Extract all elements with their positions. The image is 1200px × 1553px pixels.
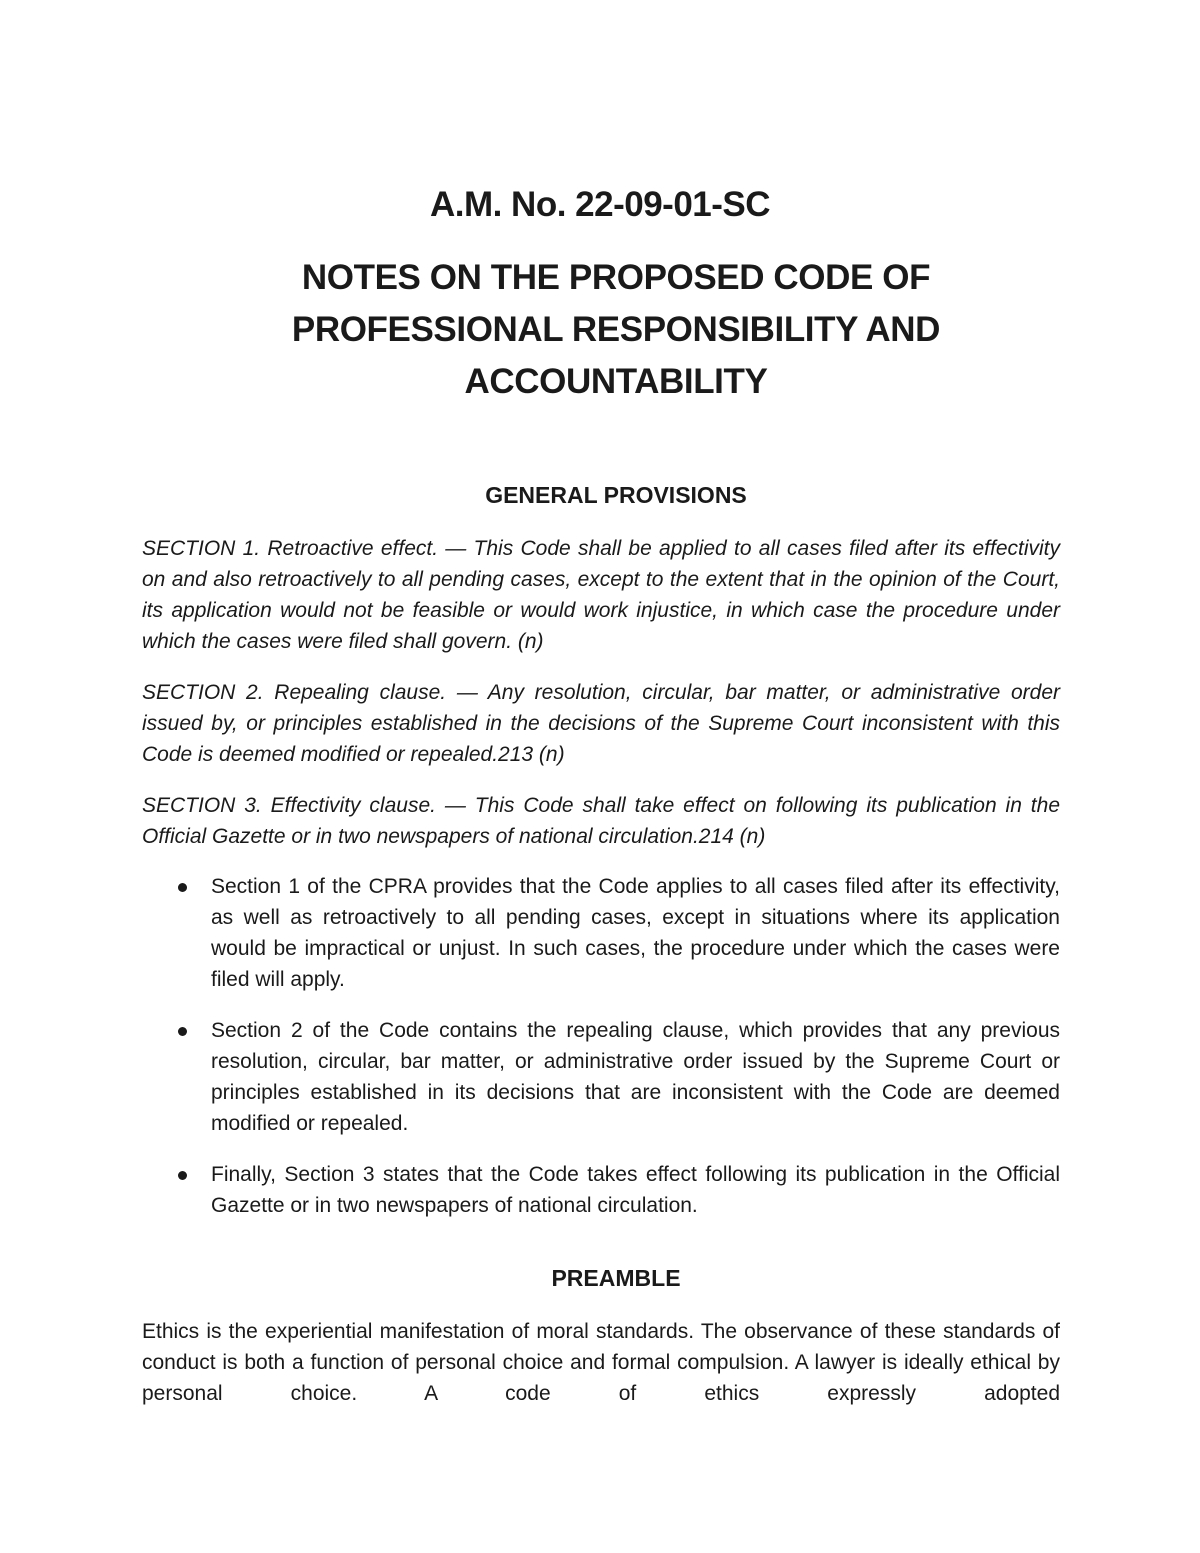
preamble-heading: PREAMBLE: [551, 1265, 681, 1291]
section-2-paragraph: SECTION 2. Repealing clause. — Any resolution, circular, bar matter, or administrative order issued by, or principles established in the decisions of the Supreme Court inconsistent with this Code is deemed modified or repealed.213 (n): [142, 681, 1060, 766]
bullet-icon: [178, 1027, 187, 1036]
preamble-paragraph: Ethics is the experiential manifestation of moral standards. The observance of these standards of conduct is both a function of personal choice and formal compulsion. A lawyer is ideally ethical by personal choice. A code of ethics expressly adopted: [142, 1320, 1060, 1405]
general-provisions-heading: GENERAL PROVISIONS: [485, 482, 747, 508]
note-text: Finally, Section 3 states that the Code takes effect following its publication in the Official Gazette or in two newspapers of national circulation.: [211, 1163, 1060, 1217]
document-title: NOTES ON THE PROPOSED CODE OF PROFESSIONAL RESPONSIBILITY AND ACCOUNTABILITY: [291, 258, 941, 401]
section-1-paragraph: SECTION 1. Retroactive effect. — This Code shall be applied to all cases filed after its effectivity on and also retroactively to all pending cases, except to the extent that in the opinion of the Court, its application would not be feasible or would work injustice, in which case the procedure under which the cases were filed shall govern. (n): [142, 537, 1060, 653]
bullet-icon: [178, 1171, 187, 1180]
note-text: Section 2 of the Code contains the repealing clause, which provides that any previous resolution, circular, bar matter, or administrative order issued by the Supreme Court or principles established in its decisions that are inconsistent with the Code are deemed modified or repealed.: [211, 1019, 1060, 1135]
note-text: Section 1 of the CPRA provides that the Code applies to all cases filed after its effectivity, as well as retroactively to all pending cases, except in situations where its application would be impractical or unjust. In such cases, the procedure under which the cases were filed will apply.: [211, 875, 1060, 991]
bullet-icon: [178, 883, 187, 892]
section-3-paragraph: SECTION 3. Effectivity clause. — This Code shall take effect on following its publication in the Official Gazette or in two newspapers of national circulation.214 (n): [142, 794, 1060, 848]
document-number: A.M. No. 22-09-01-SC: [429, 185, 771, 224]
